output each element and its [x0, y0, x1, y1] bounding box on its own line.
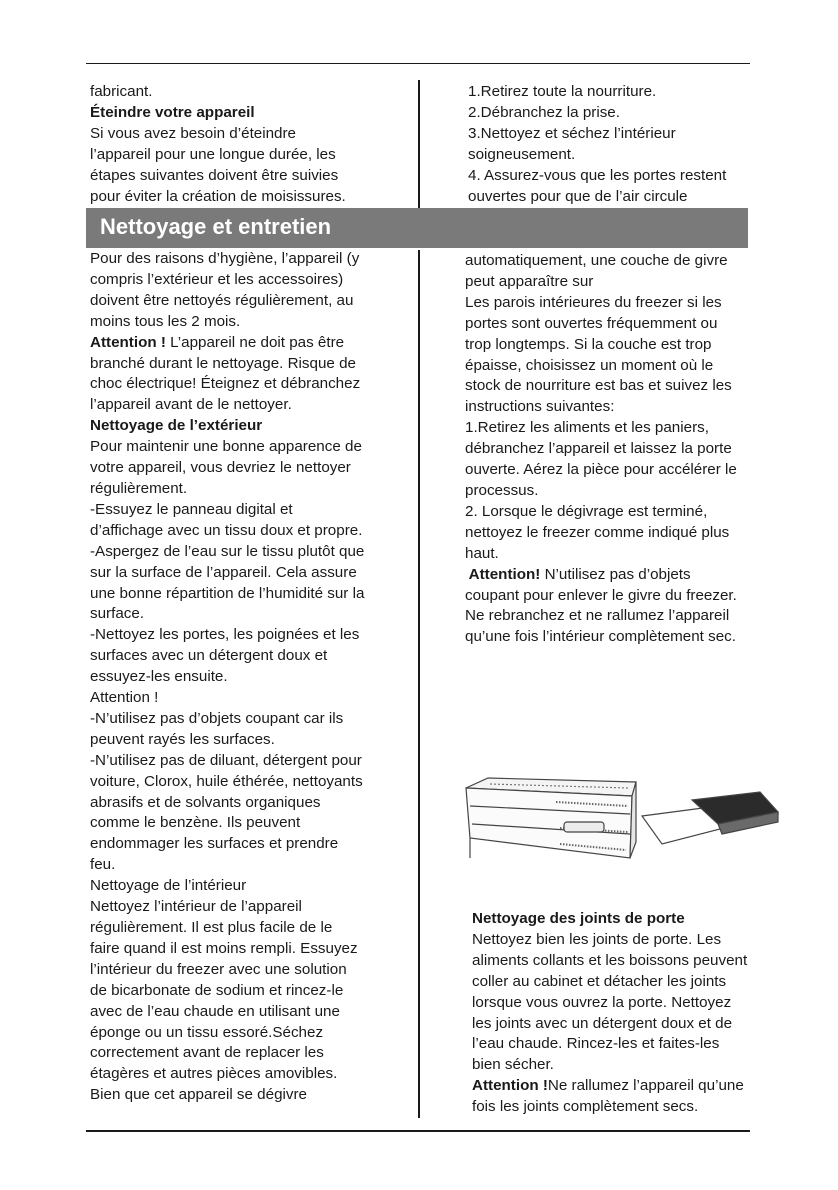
text-line: 2. Lorsque le dégivrage est terminé, [465, 502, 708, 520]
text-line: sur la surface de l’appareil. Cela assure [90, 563, 357, 581]
text-line: doivent être nettoyés régulièrement, au [90, 291, 354, 309]
text-line: Les parois intérieures du freezer si les [465, 293, 722, 311]
text-line: processus. [465, 481, 539, 499]
text-line: bien sécher. [472, 1056, 554, 1074]
text-line: éponge ou un tissu essoré.Séchez [90, 1023, 324, 1041]
text-line: coller au cabinet et détacher les joints [472, 972, 727, 990]
text-line: -Nettoyez les portes, les poignées et les [90, 626, 360, 644]
text-line: automatiquement, une couche de givre [465, 252, 728, 269]
intro-left-column [90, 82, 346, 207]
step-line: 1.Retirez toute la nourriture. [468, 83, 657, 100]
bottom-rule [86, 1130, 750, 1132]
text-line: feu. [90, 856, 116, 874]
warning-line [465, 565, 737, 586]
switch-off-heading: Éteindre votre appareil [90, 103, 255, 121]
interior-cleaning-heading: Nettoyage de l’intérieur [90, 877, 247, 895]
warning-line [90, 333, 364, 354]
door-seals-section [472, 909, 747, 1118]
warning-label: Attention ! [472, 1077, 548, 1095]
text-line: moins tous les 2 mois. [90, 312, 241, 330]
exterior-cleaning-heading: Nettoyage de l’extérieur [90, 417, 263, 435]
text-line: branché durant le nettoyage. Risque de [90, 354, 356, 372]
text-line: surface. [90, 605, 145, 623]
left-column [90, 249, 364, 1106]
text-line: l’intérieur du freezer avec une solution [90, 960, 347, 978]
intro-right-column [468, 82, 726, 207]
text-line: Nettoyez bien les joints de porte. Les [472, 930, 722, 948]
text-line: -N’utilisez pas d’objets coupant car ils [90, 709, 344, 727]
text-line: comme le benzène. Ils peuvent [90, 814, 301, 832]
text-line: Bien que cet appareil se dégivre [90, 1086, 307, 1104]
text-line: nettoyez le freezer comme indiqué plus [465, 523, 730, 541]
text-line: 1.Retirez les aliments et les paniers, [465, 419, 709, 437]
text-line: l’eau chaude. Rincez-les et faites-les [472, 1035, 720, 1053]
text-line: fabricant. [90, 83, 153, 100]
text-line: -Aspergez de l’eau sur le tissu plutôt que [90, 542, 365, 560]
text-line: votre appareil, vous devriez le nettoyer [90, 459, 351, 477]
step-line: 3.Nettoyez et séchez l’intérieur [468, 124, 676, 142]
text-line: de bicarbonate de sodium et rincez-le [90, 981, 344, 999]
text-line: Attention ! [90, 689, 159, 707]
door-seals-heading: Nettoyage des joints de porte [472, 910, 685, 927]
text-line: instructions suivantes: [465, 398, 615, 416]
text-line: pour éviter la création de moisissures. [90, 187, 346, 205]
text-line: abrasifs et de solvants organiques [90, 793, 321, 811]
text-line: ouverte. Aérez la pièce pour accélérer le [465, 461, 737, 479]
text-line: choc électrique! Éteignez et débranchez [90, 375, 361, 393]
text-line: régulièrement. [90, 479, 188, 497]
text-line: débranchez l’appareil et laissez la porte [465, 440, 732, 458]
text-line: Si vous avez besoin d’éteindre [90, 124, 297, 142]
text-line: coupant pour enlever le givre du freezer. [465, 586, 737, 604]
text-line: régulièrement. Il est plus facile de le [90, 919, 333, 936]
text-line: l’appareil avant de le nettoyer. [90, 396, 292, 414]
text-line: aliments collants et les boissons peuvent [472, 951, 748, 969]
text-line: étagères et autres pièces amovibles. [90, 1065, 338, 1083]
warning-text: L’appareil ne doit pas être [165, 333, 345, 351]
text-line: Pour des raisons d’hygiène, l’appareil (y [90, 250, 360, 267]
warning-text: N’utilisez pas d’objets [540, 565, 691, 583]
text-line: trop longtemps. Si la couche est trop [465, 335, 712, 353]
freezer-drawer-icon [466, 778, 636, 858]
cleaning-sponge-icon [642, 792, 778, 844]
text-line: une bonne répartition de l’humidité sur la [90, 584, 365, 602]
warning-label: Attention ! [90, 333, 166, 351]
warning-text: Ne rallumez l’appareil qu’une [547, 1077, 744, 1095]
text-line: stock de nourriture est bas et suivez les [465, 377, 732, 395]
right-column [465, 251, 737, 648]
column-divider-main [418, 250, 420, 1118]
warning-line [472, 1076, 747, 1097]
text-line: compris l’extérieur et les accessoires) [90, 270, 344, 288]
step-line: ouvertes pour que de l’air circule [468, 187, 688, 205]
column-divider-top [418, 80, 420, 208]
top-rule [86, 63, 750, 64]
text-line: portes sont ouvertes fréquemment ou [465, 314, 718, 332]
text-line: -Essuyez le panneau digital et [90, 500, 293, 518]
text-line: Nettoyez l’intérieur de l’appareil [90, 898, 302, 916]
text-line: l’appareil pour une longue durée, les [90, 145, 336, 163]
text-line: lorsque vous ouvrez la porte. Nettoyez [472, 993, 732, 1011]
text-line: endommager les surfaces et prendre [90, 835, 339, 853]
text-line: épaisse, choisissez un moment où le [465, 356, 714, 374]
text-line: -N’utilisez pas de diluant, détergent pour [90, 751, 362, 769]
text-line: Pour maintenir une bonne apparence de [90, 438, 362, 456]
text-line: qu’une fois l’intérieur complètement sec. [465, 628, 736, 646]
text-line: peuvent rayés les surfaces. [90, 730, 275, 748]
text-line: peut apparaître sur [465, 272, 594, 290]
step-line: 2.Débranchez la prise. [468, 103, 620, 121]
illustration-svg [460, 772, 790, 872]
text-line: d’affichage avec un tissu doux et propre. [90, 521, 363, 539]
text-line: étapes suivantes doivent être suivies [90, 166, 339, 184]
step-line: soigneusement. [468, 145, 576, 163]
step-line: 4. Assurez-vous que les portes restent [468, 166, 727, 184]
text-line: correctement avant de replacer les [90, 1044, 324, 1062]
text-line: surfaces avec un détergent doux et [90, 647, 328, 665]
text-line: fois les joints complètement secs. [472, 1098, 699, 1116]
text-line: avec de l’eau chaude en utilisant une [90, 1002, 340, 1020]
section-banner [86, 208, 748, 248]
text-line: haut. [465, 544, 499, 562]
section-title: Nettoyage et entretien [100, 214, 332, 239]
warning-label: Attention! [465, 565, 541, 583]
text-line: Ne rebranchez et ne rallumez l’appareil [465, 607, 730, 625]
text-line: essuyez-les ensuite. [90, 668, 228, 686]
text-line: les joints avec un détergent doux et de [472, 1014, 733, 1032]
cleaning-illustration [460, 772, 790, 872]
text-line: voiture, Clorox, huile éthérée, nettoyants [90, 772, 363, 790]
text-line: faire quand il est moins rempli. Essuyez [90, 939, 358, 957]
